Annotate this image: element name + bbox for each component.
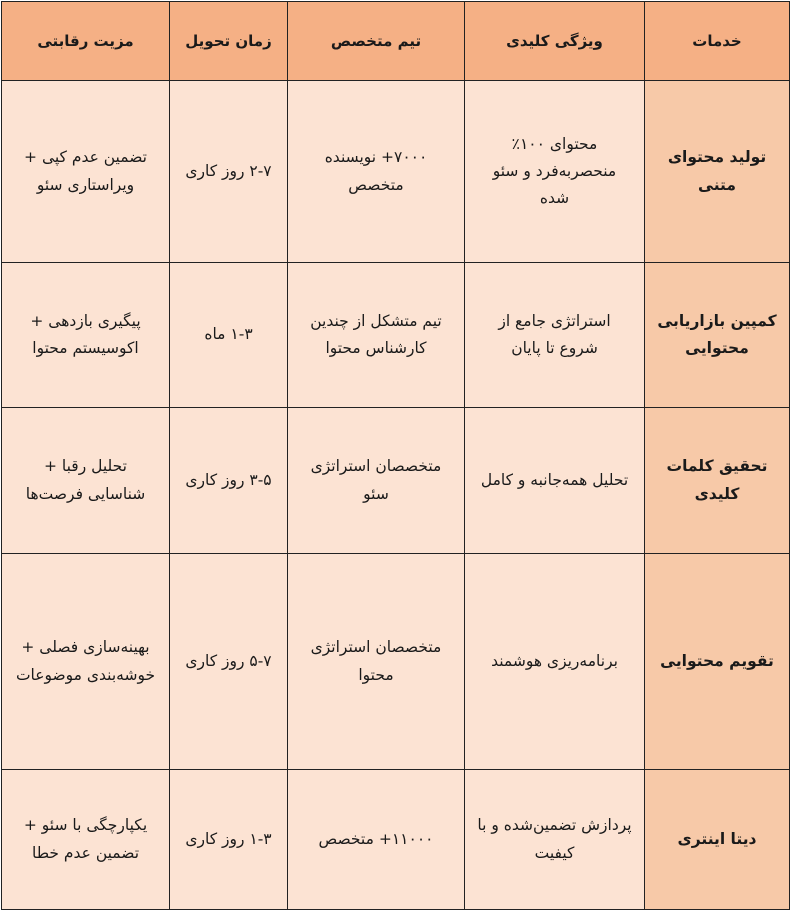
team-cell: تیم متشکل از چندین کارشناس محتوا <box>288 263 465 408</box>
header-features: ویژگی کلیدی <box>465 2 645 81</box>
delivery-cell: ۵-۷ روز کاری <box>170 554 288 770</box>
services-table <box>1 1 790 910</box>
service-cell: تقویم محتوایی <box>645 554 790 770</box>
header-team: تیم متخصص <box>288 2 465 81</box>
table-header-row <box>2 2 790 81</box>
table-row <box>2 81 790 263</box>
service-cell: دیتا اینتری <box>645 770 790 910</box>
advantage-cell: یکپارچگی با سئو + تضمین عدم خطا <box>2 770 170 910</box>
feature-cell: تحلیل همه‌جانبه و کامل <box>465 408 645 554</box>
header-services: خدمات <box>645 2 790 81</box>
service-cell: تحقیق کلمات کلیدی <box>645 408 790 554</box>
table-row <box>2 554 790 770</box>
table-row <box>2 408 790 554</box>
feature-cell: برنامه‌ریزی هوشمند <box>465 554 645 770</box>
service-cell: کمپین بازاریابی محتوایی <box>645 263 790 408</box>
feature-cell: استراتژی جامع از شروع تا پایان <box>465 263 645 408</box>
delivery-cell: ۱-۳ روز کاری <box>170 770 288 910</box>
team-cell: متخصصان استراتژی سئو <box>288 408 465 554</box>
team-cell: متخصصان استراتژی محتوا <box>288 554 465 770</box>
delivery-cell: ۲-۷ روز کاری <box>170 81 288 263</box>
team-cell: ۱۱۰۰۰+ متخصص <box>288 770 465 910</box>
feature-cell: محتوای ۱۰۰٪ منحصربه‌فرد و سئو شده <box>465 81 645 263</box>
feature-cell: پردازش تضمین‌شده و با کیفیت <box>465 770 645 910</box>
table-row <box>2 770 790 910</box>
service-cell: تولید محتوای متنی <box>645 81 790 263</box>
advantage-cell: پیگیری بازدهی + اکوسیستم محتوا <box>2 263 170 408</box>
delivery-cell: ۱-۳ ماه <box>170 263 288 408</box>
header-delivery: زمان تحویل <box>170 2 288 81</box>
table-row <box>2 263 790 408</box>
advantage-cell: تضمین عدم کپی + ویراستاری سئو <box>2 81 170 263</box>
delivery-cell: ۳-۵ روز کاری <box>170 408 288 554</box>
advantage-cell: تحلیل رقبا + شناسایی فرصت‌ها <box>2 408 170 554</box>
team-cell: ۷۰۰۰+ نویسنده متخصص <box>288 81 465 263</box>
header-advantage: مزیت رقابتی <box>2 2 170 81</box>
advantage-cell: بهینه‌سازی فصلی + خوشه‌بندی موضوعات <box>2 554 170 770</box>
